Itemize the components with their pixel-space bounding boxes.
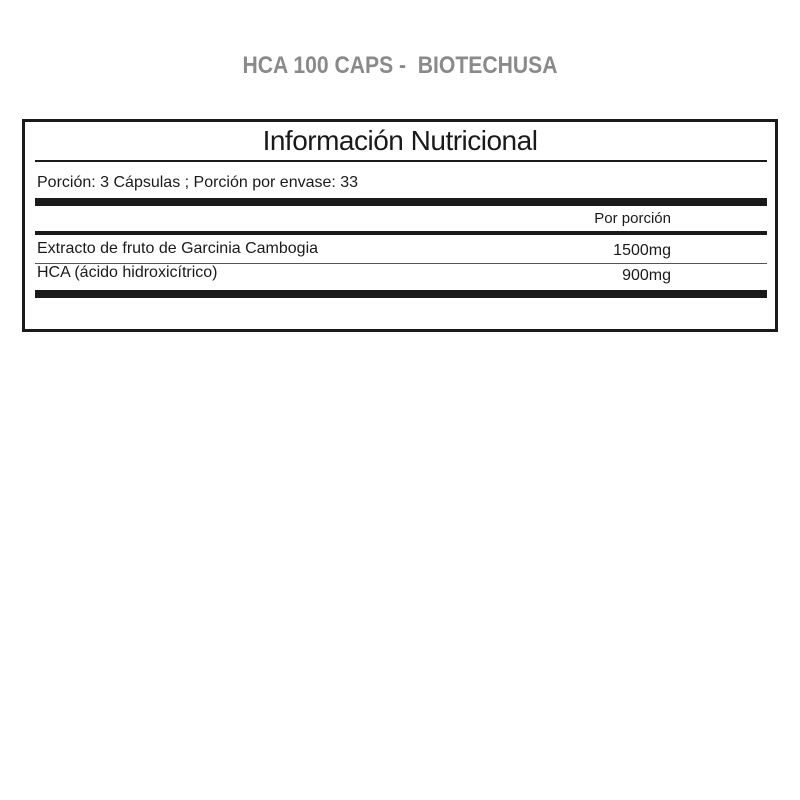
bottom-divider [35, 290, 767, 298]
serving-divider [35, 198, 767, 206]
nutrition-facts-panel [22, 119, 778, 332]
table-row-name: HCA (ácido hidroxicítrico) [37, 264, 218, 281]
table-row-name: Extracto de fruto de Garcinia Cambogia [37, 240, 319, 257]
product-title: HCA 100 CAPS - BIOTECHUSA [242, 52, 558, 79]
table-row-amount: 900mg [622, 267, 671, 284]
table-row-amount: 1500mg [613, 242, 671, 259]
per-serving-header: Por porción [594, 210, 671, 227]
panel-title: Información Nutricional [262, 125, 538, 156]
title-divider [35, 160, 767, 162]
header-divider [35, 231, 767, 235]
serving-info: Porción: 3 Cápsulas ; Porción por envase: 33 [37, 174, 359, 191]
